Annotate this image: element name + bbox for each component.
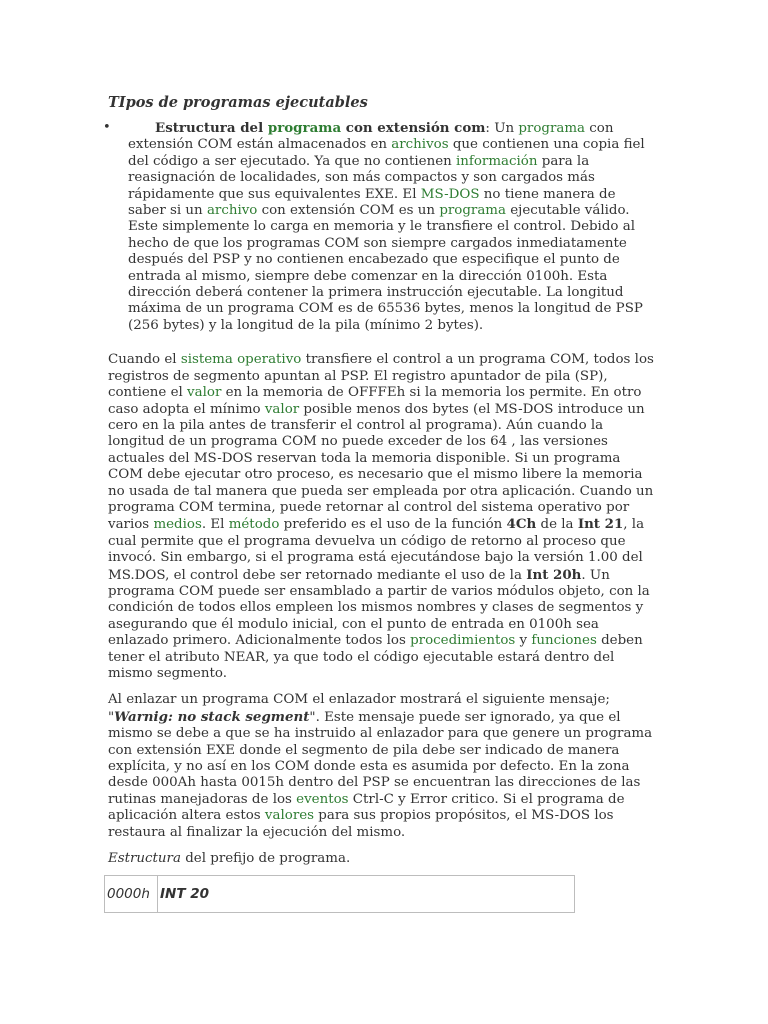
bullet-marker: • [103, 120, 111, 135]
link-valor[interactable]: valor [187, 385, 222, 401]
link-ms-dos[interactable]: MS-DOS [420, 186, 480, 202]
paragraph-text: Ctrl-C y Error critico. Si el programa de aplicación altera estos [108, 791, 625, 824]
link-programa[interactable]: programa [518, 121, 586, 136]
bullet-text-colon: : Un [485, 121, 519, 136]
bullet-text: no tiene manera de saber si un [128, 186, 616, 219]
table-cell-offset: 0000h [105, 876, 158, 913]
link-archivos[interactable]: archivos [391, 137, 449, 153]
bold-4ch: 4Ch [506, 516, 537, 533]
link-informacion[interactable]: información [456, 153, 538, 169]
paragraph-text: en la memoria de OFFFEh si la memoria los permite. En otro caso adopta el mínimo [108, 385, 642, 417]
link-funciones[interactable]: funciones [531, 633, 597, 649]
link-valores[interactable]: valores [264, 808, 315, 824]
paragraph-text: de la [536, 517, 578, 533]
bullet-text: ejecutable válido. Este simplemente lo carga en memoria y le transfiere el control. Debido al hecho de que los programas COM son siempre cargados inmediatamente después del PSP y no contienen encabezado que especifique el punto de entrada al mismo, siempre debe comenzar en la dirección 0100h. Esta dirección deberá contener la primera instrucción ejecutable. La longitud máxima de un programa COM es de 65536 bytes, menos la longitud de PSP (256 bytes) y la longitud de la pila (mínimo 2 bytes). [128, 203, 643, 333]
paragraph-linker [108, 692, 656, 841]
bullet-heading-part-1: Estructura del [155, 120, 268, 136]
bullet-list [103, 120, 656, 334]
paragraph-text: para sus propios propósitos, el MS-DOS los restaura al finalizar la ejecución del mismo. [108, 808, 614, 840]
bold-int-21: Int 21 [577, 516, 624, 533]
link-sistema-operativo[interactable]: sistema operativo [180, 352, 302, 368]
link-valor-2[interactable]: valor [264, 401, 300, 417]
table-cell-value: INT 20 [160, 886, 210, 902]
link-eventos[interactable]: eventos [296, 791, 349, 807]
bold-int-20h: Int 20h [526, 566, 582, 583]
paragraph-text: Al enlazar un programa COM el enlazador mostrará el siguiente mensaje; " [108, 692, 610, 725]
link-programa-2[interactable]: programa [439, 203, 506, 219]
paragraph-text: Cuando el [108, 352, 181, 368]
bullet-text: que contienen una copia fiel del código a ser ejecutado. Ya que no contienen [128, 137, 645, 169]
paragraph-text: posible menos dos bytes (el MS-DOS introduce un cero en la pila antes de transferir el control al programa). Aún cuando la longitud de un programa COM no puede exceder de los 64 , las versiones actuales del MS-DOS reservan toda la memoria disponible. Si un programa COM debe ejecutar otro proceso, es necesario que el mismo libere la memoria no usada de tal manera que pueda ser empleada por otra aplicación. Cuando un programa COM termina, puede retornar al control del sistema operativo por varios [108, 401, 654, 533]
psp-structure-table [104, 875, 575, 913]
table-row [105, 876, 575, 913]
bullet-text: para la reasignación de localidades, son más compactos y son cargados más rápidamente que sus equivalentes EXE. El [128, 153, 595, 202]
link-archivo[interactable]: archivo [206, 203, 258, 219]
link-programa-heading[interactable]: programa [267, 120, 342, 136]
bullet-text: con extensión COM están almacenados en [128, 121, 614, 153]
list-item [103, 120, 656, 334]
caption-italic: Estructura [108, 851, 181, 867]
link-metodo[interactable]: método [228, 517, 280, 533]
page-title: TIpos de programas ejecutables [108, 94, 368, 111]
paragraph-control [108, 352, 656, 682]
link-procedimientos[interactable]: procedimientos [410, 633, 516, 649]
paragraph-text: transfiere el control a un programa COM, todos los registros de segmento apuntan al PSP. El registro apuntador de pila (SP), contiene el [108, 352, 654, 401]
paragraph-text: ". Este mensaje puede ser ignorado, ya que el mismo se debe a que se ha instruido al enlazador para que genere un programa con extensión EXE donde el segmento de pila debe ser indicado de manera explícita, y no así en los COM donde esta es asumida por defecto. En la zona desde 000Ah hasta 0015h dentro del PSP se encuentran las direcciones de las rutinas manejadoras de los [108, 709, 653, 807]
warning-message: Warnig: no stack segment [114, 708, 310, 725]
paragraph-text: deben tener el atributo NEAR, ya que todo el código ejecutable estará dentro del mismo segmento. [108, 633, 643, 681]
paragraph-text: . Un programa COM puede ser ensamblado a partir de varios módulos objeto, con la condición de todos ellos empleen los mismos nombres y clases de segmentos y asegurando que él modulo inicial, con el punto de entrada en 0100h sea enlazado primero. Adicionalmente todos los [108, 567, 650, 649]
paragraph-structure-caption [108, 851, 656, 867]
paragraph-text: preferido es el uso de la función [279, 517, 507, 533]
document-body [103, 94, 656, 867]
paragraph-text: . El [201, 517, 229, 533]
paragraph-text: y [515, 633, 532, 649]
paragraph-text: , la cual permite que el programa devuelva un código de retorno al proceso que invocó. Sin embargo, si el programa está ejecutándose bajo la versión 1.00 del MS.DOS, el control debe ser retornado mediante el uso de la [108, 517, 645, 583]
bullet-text: con extensión COM es un [257, 203, 440, 219]
caption-text: del prefijo de programa. [180, 851, 351, 867]
link-medios[interactable]: medios [153, 517, 202, 533]
bullet-heading-part-2: con extensión com [341, 120, 486, 136]
